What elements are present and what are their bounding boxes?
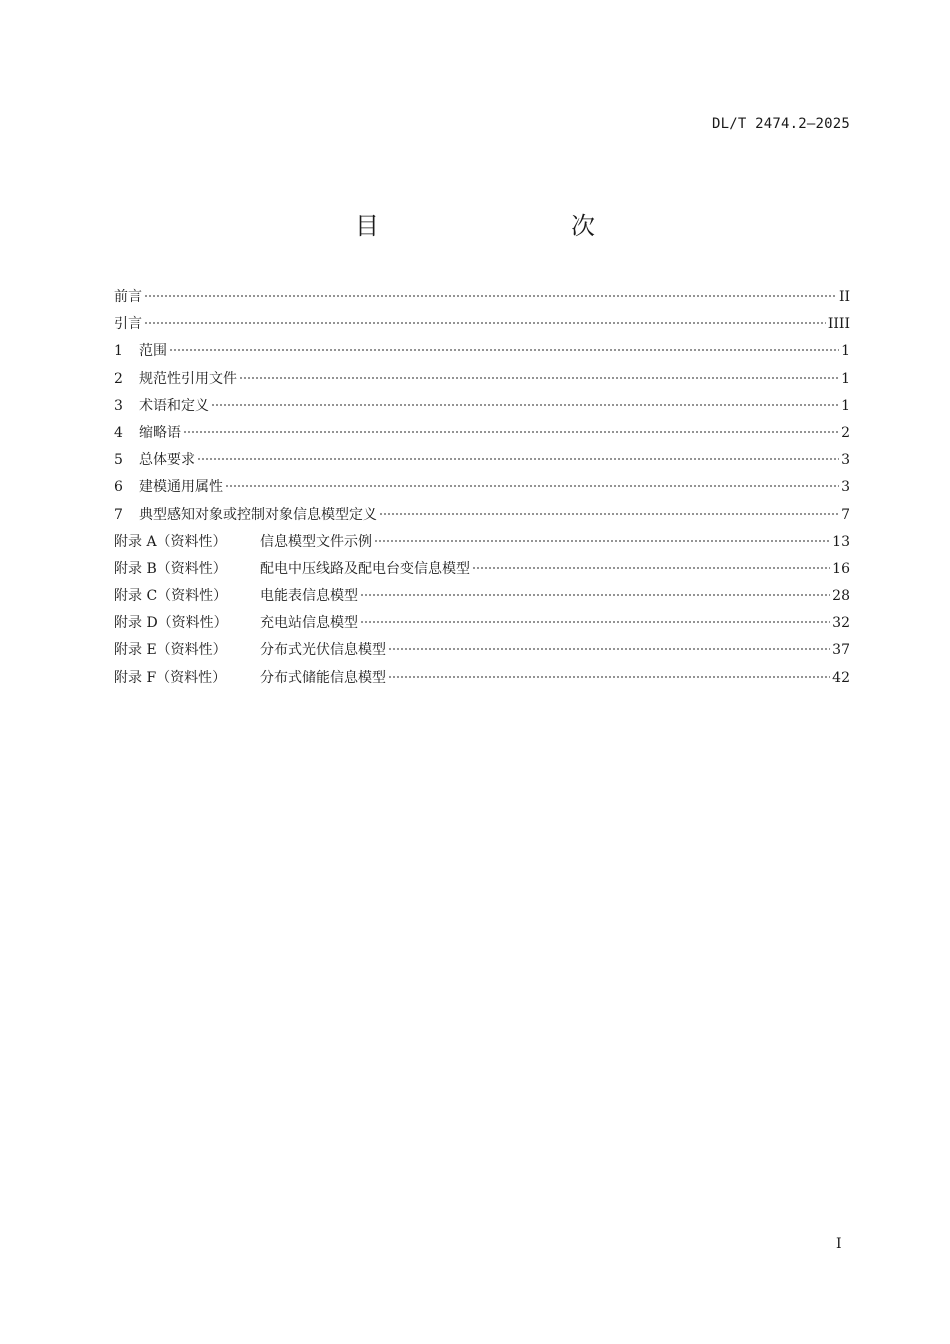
- toc-entry-introduction[interactable]: [114, 311, 850, 338]
- toc-entry-annex-prefix: 附录 E（资料性）: [114, 642, 227, 659]
- dot-leader: [379, 513, 839, 515]
- toc-entry-foreword[interactable]: [114, 284, 850, 311]
- dot-leader: [169, 349, 839, 351]
- toc-entry-page: 42: [832, 669, 850, 686]
- dot-leader: [144, 295, 837, 297]
- toc-entry-label: 术语和定义: [139, 397, 209, 414]
- toc-entry-label: 电能表信息模型: [260, 588, 358, 605]
- toc-entry-label: 前言: [114, 289, 142, 305]
- dot-leader: [225, 485, 839, 487]
- toc-entry-page: 3: [841, 452, 850, 469]
- dot-leader: [144, 322, 826, 324]
- toc-entry-abbreviations[interactable]: [114, 420, 850, 447]
- page-title: 目 次: [355, 212, 643, 240]
- toc-entry-annex-d[interactable]: [114, 610, 850, 637]
- toc-entry-annex-a[interactable]: [114, 529, 850, 556]
- toc-entry-modeling-attributes[interactable]: [114, 474, 850, 501]
- toc-entry-page: 32: [832, 615, 850, 632]
- table-of-contents: [114, 284, 850, 692]
- toc-entry-annex-prefix: 附录 B（资料性）: [114, 560, 227, 577]
- toc-entry-page: 3: [841, 479, 850, 496]
- toc-entry-label: 缩略语: [139, 424, 181, 441]
- toc-entry-annex-f[interactable]: [114, 665, 850, 692]
- toc-entry-page: 13: [832, 533, 850, 550]
- toc-entry-number: 5: [114, 452, 123, 469]
- toc-entry-annex-prefix: 附录 A（资料性）: [114, 533, 227, 550]
- dot-leader: [472, 567, 830, 569]
- toc-entry-label: 建模通用属性: [139, 479, 223, 496]
- toc-entry-scope[interactable]: [114, 338, 850, 365]
- toc-entry-normative-references[interactable]: [114, 366, 850, 393]
- toc-entry-page: 28: [832, 588, 850, 605]
- toc-entry-number: 7: [114, 506, 123, 523]
- toc-entry-number: 3: [114, 397, 123, 414]
- toc-entry-page: IIII: [827, 316, 850, 333]
- toc-entry-page: 7: [841, 506, 850, 523]
- toc-entry-annex-prefix: 附录 C（资料性）: [114, 588, 228, 605]
- toc-entry-label: 充电站信息模型: [260, 615, 358, 632]
- toc-entry-number: 1: [114, 343, 123, 360]
- toc-entry-page: 1: [841, 370, 850, 387]
- page-number: I: [836, 1236, 842, 1252]
- toc-entry-page: 1: [841, 397, 850, 414]
- standard-number: DL/T 2474.2—2025: [711, 116, 850, 132]
- toc-entry-number: 4: [114, 424, 123, 441]
- toc-entry-label: 分布式储能信息模型: [260, 669, 386, 686]
- toc-entry-page: II: [838, 289, 850, 305]
- toc-entry-number: 6: [114, 479, 123, 496]
- toc-entry-terms-definitions[interactable]: [114, 393, 850, 420]
- toc-entry-page: 1: [841, 343, 850, 360]
- dot-leader: [211, 404, 839, 406]
- toc-entry-label: 分布式光伏信息模型: [260, 642, 386, 659]
- dot-leader: [183, 431, 839, 433]
- toc-entry-number: 2: [114, 370, 123, 387]
- toc-entry-page: 37: [832, 642, 850, 659]
- dot-leader: [388, 676, 830, 678]
- dot-leader: [360, 594, 830, 596]
- toc-entry-general-requirements[interactable]: [114, 447, 850, 474]
- toc-entry-label: 规范性引用文件: [139, 370, 237, 387]
- toc-entry-page: 2: [841, 424, 850, 441]
- toc-entry-annex-b[interactable]: [114, 556, 850, 583]
- dot-leader: [374, 540, 830, 542]
- toc-entry-annex-e[interactable]: [114, 637, 850, 664]
- toc-entry-label: 范围: [139, 343, 167, 360]
- toc-entry-annex-prefix: 附录 D（资料性）: [114, 615, 228, 632]
- toc-entry-label: 典型感知对象或控制对象信息模型定义: [139, 506, 377, 523]
- toc-entry-annex-prefix: 附录 F（资料性）: [114, 669, 227, 686]
- dot-leader: [388, 648, 830, 650]
- toc-entry-model-definitions[interactable]: [114, 502, 850, 529]
- toc-entry-page: 16: [832, 560, 850, 577]
- toc-entry-label: 引言: [114, 316, 142, 333]
- dot-leader: [197, 458, 839, 460]
- toc-entry-label: 信息模型文件示例: [260, 533, 372, 550]
- toc-entry-annex-c[interactable]: [114, 583, 850, 610]
- toc-entry-label: 配电中压线路及配电台变信息模型: [260, 560, 470, 577]
- toc-entry-label: 总体要求: [139, 452, 195, 469]
- dot-leader: [360, 621, 830, 623]
- dot-leader: [239, 377, 839, 379]
